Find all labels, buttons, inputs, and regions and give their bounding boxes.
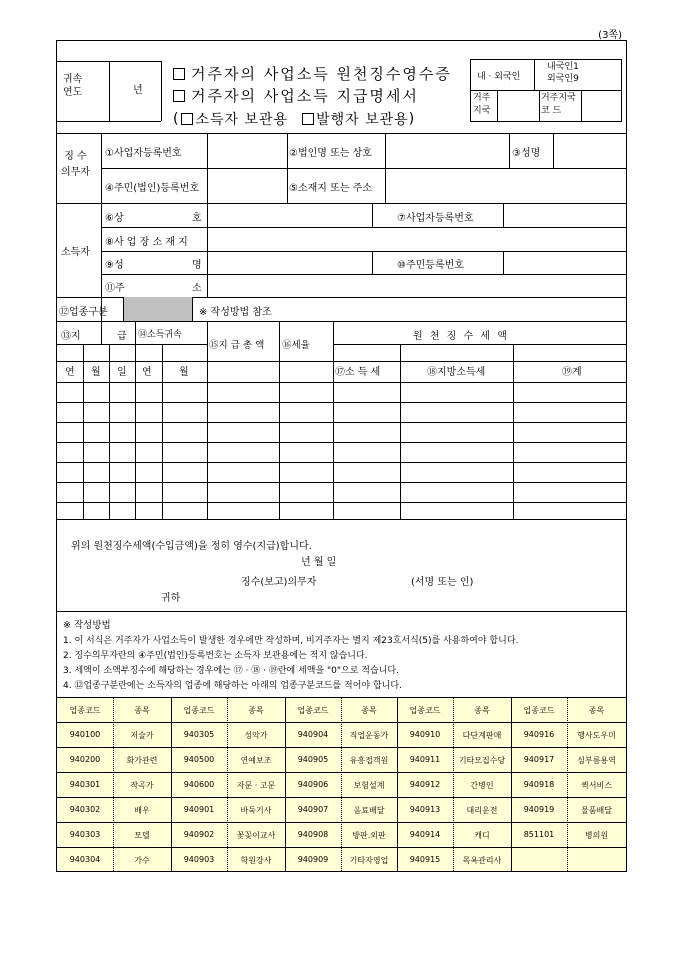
payer-biz-no-label: ①사업자등록번호: [105, 148, 182, 159]
biz-code: 940302: [69, 805, 101, 814]
instruction-3: 3. 세액이 소액부징수에 해당하는 경우에는 ⑰ · ⑱ · ⑲란에 세액을 "0"으로 적습니다.: [63, 666, 399, 676]
biz-item: 다단계판매: [462, 731, 502, 740]
biz-code: 940902: [183, 830, 215, 839]
divider: [333, 321, 334, 519]
biz-code: 940915: [409, 855, 441, 864]
confirm-agent: 징수(보고)의무자: [241, 577, 317, 588]
divider: [57, 871, 626, 872]
divider: [57, 361, 626, 362]
biz-code: 940305: [183, 730, 215, 739]
divider: [207, 203, 208, 297]
biz-code: 940912: [409, 780, 441, 789]
divider: [534, 59, 535, 90]
divider: [333, 344, 626, 345]
biz-code: 851101: [523, 830, 555, 839]
col-attr-month: 월: [179, 367, 189, 378]
biz-item: 목욕관리사: [462, 856, 502, 865]
biz-item: 꽃꽂이교사: [236, 831, 276, 840]
earner-biz-no-label: ⑦사업자등록번호: [397, 213, 474, 224]
biz-item: 유흥접객원: [349, 756, 389, 765]
biz-code: 940916: [523, 730, 555, 739]
code-header: 업종코드: [69, 706, 101, 715]
divider: [57, 344, 207, 345]
biz-code: 940304: [69, 855, 101, 864]
biz-code: 940910: [409, 730, 441, 739]
divider: [162, 344, 163, 519]
biz-code: 940100: [69, 730, 101, 739]
divider: [57, 133, 626, 134]
pay-label-a: ⑬지: [61, 331, 81, 342]
total-label: ⑮지 급 총 액: [209, 340, 265, 351]
form-page: [56, 40, 627, 872]
biz-code: 940907: [297, 805, 329, 814]
divider: [83, 344, 84, 519]
residence-label-1: 거주: [473, 93, 491, 103]
divider: [287, 133, 288, 203]
confirm-to: 귀하: [161, 593, 181, 604]
biz-code: 940917: [523, 755, 555, 764]
table-row: [57, 442, 626, 443]
biz-code: 940909: [297, 855, 329, 864]
payer-address-label: ⑤소재지 또는 주소: [289, 183, 372, 194]
divider: [279, 321, 280, 519]
title-receipt-text: 거주자의 사업소득 원천징수영수증: [191, 65, 452, 83]
biz-item: 간병인: [470, 781, 494, 790]
code-header: 업종코드: [297, 706, 329, 715]
item-header: 종목: [248, 706, 264, 715]
divider: [503, 251, 504, 274]
divider: [207, 133, 208, 203]
divider: [539, 90, 540, 122]
biz-code: 940901: [183, 805, 215, 814]
divider: [57, 121, 161, 122]
divider: [400, 344, 401, 519]
earner-group-label: 소득자: [61, 247, 90, 258]
nationality-opt2: 외국인9: [547, 74, 579, 84]
biz-code: 940303: [69, 830, 101, 839]
withheld-label: 원 천 징 수 세 액: [413, 331, 509, 342]
biz-code: 940918: [523, 780, 555, 789]
col-month: 월: [91, 367, 101, 378]
payer-group-1: 징 수: [64, 151, 87, 162]
biz-item: 성악가: [244, 731, 268, 740]
divider: [207, 321, 208, 519]
table-row: [57, 402, 626, 403]
biz-item: 모델: [134, 831, 150, 840]
nationality-options: [547, 61, 579, 85]
title-statement[interactable]: [173, 85, 419, 106]
divider: [470, 90, 622, 91]
table-row: [57, 482, 626, 483]
copy-issuer-label: 발행자 보관용: [316, 112, 409, 128]
divider: [57, 203, 626, 204]
divider: [57, 61, 161, 62]
confirm-date: 년 월 일: [301, 557, 337, 568]
earner-name-label-b: 명: [192, 260, 202, 271]
checkbox-icon[interactable]: [173, 90, 185, 102]
payer-name-label: ③성명: [512, 148, 541, 159]
divider: [57, 611, 626, 612]
checkbox-icon[interactable]: [181, 113, 193, 125]
residence-label: [473, 92, 490, 118]
col-year: 연: [65, 367, 75, 378]
biz-code: 940301: [69, 780, 101, 789]
divider: [385, 133, 386, 203]
biz-code: 940913: [409, 805, 441, 814]
biz-code: 940914: [409, 830, 441, 839]
biz-code: 940906: [297, 780, 329, 789]
table-row: [57, 502, 626, 503]
table-row: [57, 422, 626, 423]
copy-suffix: ): [408, 111, 416, 127]
biz-item: 대리운전: [466, 806, 498, 815]
attr-label: ⑭소득귀속: [138, 330, 182, 340]
checkbox-icon[interactable]: [173, 68, 185, 80]
biz-item: 화가관련: [126, 756, 158, 765]
biz-item: 심부름용역: [577, 756, 616, 765]
pay-label-b: 급: [117, 331, 127, 342]
biz-item: 배우: [134, 806, 150, 815]
page-number: (3쪽): [598, 30, 622, 41]
item-header: 종목: [134, 706, 150, 715]
year-label-2: 연도: [63, 87, 83, 98]
divider: [513, 344, 514, 519]
instruction-2: 2. 징수의무자란의 ④주민(법인)등록번호는 소득자 보관용에는 적지 않습니다.: [63, 651, 368, 661]
biz-code: 940911: [409, 755, 441, 764]
biz-item: 학원강사: [240, 856, 272, 865]
copy-holder-label: 소득자 보관용: [195, 112, 289, 128]
residence-label-2: 지국: [473, 106, 491, 116]
earner-resident-no-label: ⑩주민등록번호: [397, 260, 464, 271]
divider: [101, 251, 626, 252]
divider: [135, 321, 136, 519]
year-label-1: 귀속: [63, 74, 83, 85]
biz-type-note: ※ 작성방법 참조: [199, 307, 272, 318]
col-attr-year: 연: [142, 367, 152, 378]
divider: [553, 133, 554, 168]
residence-code-2: 코 드: [541, 106, 562, 116]
instruction-1: 1. 이 서식은 거주자가 사업소득이 발생한 경우에만 작성하며, 비거주자는 별지 제23호서식(5)를 사용하여야 합니다.: [63, 636, 519, 646]
divider: [57, 519, 626, 520]
checkbox-icon[interactable]: [302, 113, 314, 125]
divider: [161, 61, 162, 121]
col-local-tax: ⑱지방소득세: [427, 367, 486, 378]
table-row: [57, 462, 626, 463]
earner-addr-label-b: 소: [192, 283, 202, 294]
item-header: 종목: [588, 706, 605, 715]
divider: [57, 321, 626, 322]
biz-code: 940600: [183, 780, 215, 789]
biz-type-label: ⑫업종구분: [59, 307, 108, 318]
divider: [503, 203, 504, 227]
divider: [101, 274, 626, 275]
biz-item: 방판.외판: [352, 831, 386, 840]
biz-item: 캐디: [474, 831, 490, 840]
title-receipt[interactable]: [173, 63, 452, 84]
col-sum: ⑲계: [562, 367, 582, 378]
earner-trade-label-b: 호: [192, 213, 202, 224]
biz-item: 기타자영업: [349, 856, 389, 865]
rate-label: ⑯세율: [282, 340, 310, 351]
biz-code: 940919: [523, 805, 555, 814]
confirm-text: 위의 원천징수세액(수입금액)을 정히 영수(지급)합니다.: [71, 541, 312, 552]
year-label: [63, 73, 82, 99]
confirm-sign: (서명 또는 인): [411, 577, 474, 588]
biz-code: 940905: [297, 755, 329, 764]
table-row: [57, 382, 626, 383]
payer-corp-name-label: ②법인명 또는 상호: [289, 148, 372, 159]
divider: [109, 61, 110, 121]
earner-name-label-a: ⑨성: [105, 260, 124, 271]
biz-item: 행사도우미: [577, 731, 616, 740]
col-day: 일: [117, 367, 127, 378]
biz-item: 자문 · 고문: [236, 781, 276, 790]
biz-item: 보험설계: [353, 781, 385, 790]
biz-item: 기타모집수당: [458, 756, 506, 765]
code-header: 업종코드: [523, 706, 555, 715]
payer-group-label: [61, 149, 90, 181]
biz-item: 병의원: [584, 831, 609, 840]
divider: [497, 90, 498, 122]
earner-trade-label-a: ⑥상: [105, 213, 124, 224]
code-header: 업종코드: [183, 706, 215, 715]
payer-group-2: 의무자: [61, 167, 90, 178]
divider: [101, 227, 626, 228]
earner-addr-label-a: ⑪주: [105, 283, 125, 294]
biz-item: 연예보조: [240, 756, 272, 765]
payer-corp-reg-label: ④주민(법인)등록번호: [105, 183, 200, 194]
divider: [372, 203, 373, 227]
item-header: 종목: [361, 706, 377, 715]
biz-type-code-field[interactable]: [123, 297, 193, 321]
residence-code-label: [541, 92, 576, 118]
biz-code: 940200: [69, 755, 101, 764]
biz-item: 물품배달: [581, 806, 612, 815]
biz-item: 직업운동가: [349, 731, 389, 740]
biz-item: 퀵서비스: [581, 781, 612, 790]
biz-item: 음료배달: [353, 806, 385, 815]
nationality-opt1: 내국인1: [547, 62, 579, 72]
biz-item: 저술가: [130, 731, 154, 740]
earner-biz-addr-label: ⑧사 업 장 소 재 지: [105, 237, 188, 248]
biz-code: 940903: [183, 855, 215, 864]
biz-code: 940500: [183, 755, 215, 764]
biz-code: 940904: [297, 730, 329, 739]
biz-code: 940908: [297, 830, 329, 839]
instructions-title: ※ 작성방법: [63, 620, 111, 631]
residence-code-1: 거주지국: [541, 93, 576, 103]
col-income-tax: ⑰소 득 세: [335, 367, 381, 378]
divider: [581, 90, 582, 122]
instruction-4: 4. ⑫업종구분란에는 소득자의 업종에 해당하는 아래의 업종구분코드를 적어야 합니다.: [63, 681, 402, 691]
biz-code-table: [57, 697, 626, 871]
divider: [101, 168, 626, 169]
title-statement-text: 거주자의 사업소득 지급명세서: [191, 87, 419, 105]
copy-type: [173, 109, 415, 129]
divider: [109, 344, 110, 519]
copy-prefix: (: [173, 111, 180, 127]
item-header: 종목: [474, 706, 490, 715]
divider: [509, 133, 510, 168]
nationality-label: 내 · 외국인: [477, 72, 521, 82]
divider: [372, 251, 373, 274]
biz-item: 가수: [134, 856, 150, 865]
code-header: 업종코드: [409, 706, 441, 715]
biz-item: 바둑기사: [240, 806, 272, 815]
biz-item: 작곡가: [130, 781, 154, 790]
year-unit: 년: [133, 85, 143, 96]
